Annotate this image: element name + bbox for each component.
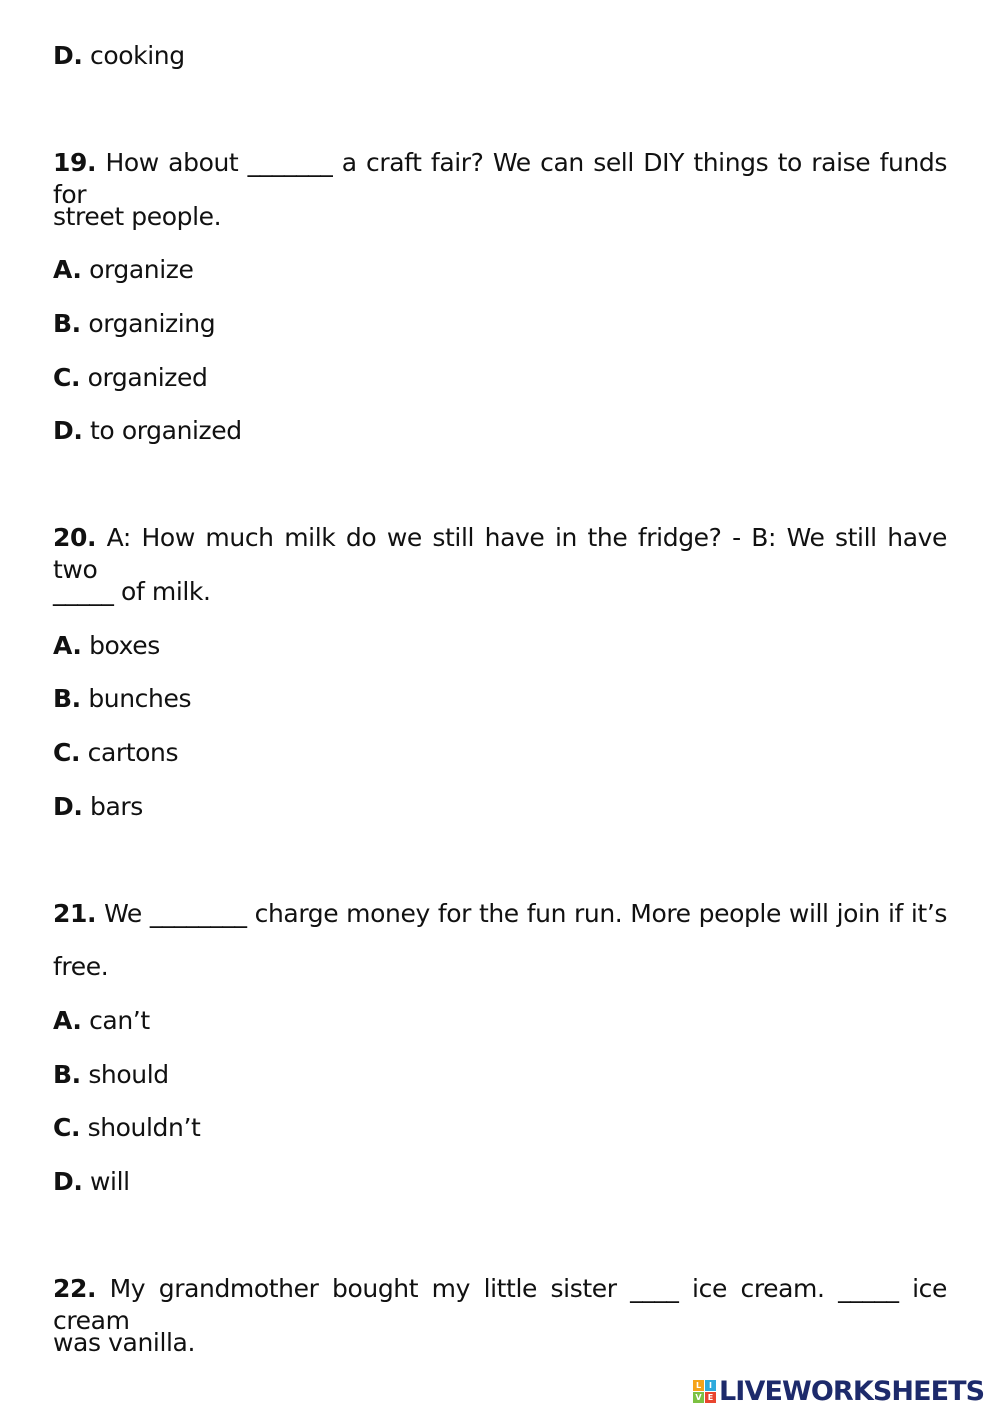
- option-text: should: [88, 1060, 169, 1089]
- option-label: B.: [53, 309, 81, 338]
- option-text: will: [90, 1167, 130, 1196]
- option-label: C.: [53, 738, 81, 767]
- question-number: 20.: [53, 523, 97, 552]
- q20-option-a[interactable]: [53, 630, 160, 662]
- logo-tile: V: [693, 1392, 704, 1403]
- option-label: A.: [53, 1006, 82, 1035]
- q19-option-c[interactable]: [53, 362, 207, 394]
- logo-tile: I: [705, 1380, 716, 1391]
- logo-tiles-icon: [693, 1380, 716, 1403]
- liveworksheets-logo: [693, 1374, 984, 1408]
- option-text: organizing: [88, 309, 216, 338]
- option-label: D.: [53, 792, 83, 821]
- option-text: organized: [87, 363, 208, 392]
- q21-option-d[interactable]: [53, 1166, 130, 1198]
- option-label: B.: [53, 1060, 81, 1089]
- q20-option-c[interactable]: [53, 737, 178, 769]
- q19-option-a[interactable]: [53, 254, 193, 286]
- q19-option-d[interactable]: [53, 415, 242, 447]
- q21-option-c[interactable]: [53, 1112, 200, 1144]
- question-20-line-2: _____ of milk.: [53, 577, 211, 606]
- option-text: cartons: [87, 738, 179, 767]
- question-19-line-2: street people.: [53, 202, 222, 231]
- option-label: B.: [53, 684, 81, 713]
- question-21-line-2: free.: [53, 952, 109, 981]
- option-label: D.: [53, 1167, 83, 1196]
- question-21-line-1: [53, 898, 947, 930]
- option-text: boxes: [89, 631, 160, 660]
- question-text: A: How much milk do we still have in the fridge? - B: We still have two: [53, 523, 947, 584]
- question-number: 22.: [53, 1274, 97, 1303]
- option-label: C.: [53, 1113, 81, 1142]
- question-22-line-2: was vanilla.: [53, 1328, 196, 1357]
- option-text: to organized: [90, 416, 242, 445]
- option-label: C.: [53, 363, 81, 392]
- option-text: bunches: [88, 684, 192, 713]
- option-text: bars: [90, 792, 143, 821]
- question-number: 19.: [53, 148, 97, 177]
- logo-text: LIVEWORKSHEETS: [719, 1375, 985, 1407]
- logo-tile: E: [705, 1392, 716, 1403]
- q19-option-b[interactable]: [53, 308, 215, 340]
- question-text: My grandmother bought my little sister ____ ice cream. _____ ice cream: [53, 1274, 947, 1335]
- option-d-prev: [53, 40, 185, 72]
- option-label: D.: [53, 416, 83, 445]
- question-text: We ________ charge money for the fun run. More people will join if it’s: [104, 899, 947, 928]
- option-text: can’t: [89, 1006, 150, 1035]
- option-label: A.: [53, 631, 82, 660]
- option-text: cooking: [90, 41, 185, 70]
- option-label: D.: [53, 41, 83, 70]
- option-text: shouldn’t: [87, 1113, 201, 1142]
- q21-option-a[interactable]: [53, 1005, 150, 1037]
- question-text: How about _______ a craft fair? We can sell DIY things to raise funds for: [53, 148, 947, 209]
- q20-option-b[interactable]: [53, 683, 191, 715]
- option-label: A.: [53, 255, 82, 284]
- question-number: 21.: [53, 899, 97, 928]
- q20-option-d[interactable]: [53, 791, 143, 823]
- option-text: organize: [89, 255, 194, 284]
- logo-tile: L: [693, 1380, 704, 1391]
- q21-option-b[interactable]: [53, 1059, 169, 1091]
